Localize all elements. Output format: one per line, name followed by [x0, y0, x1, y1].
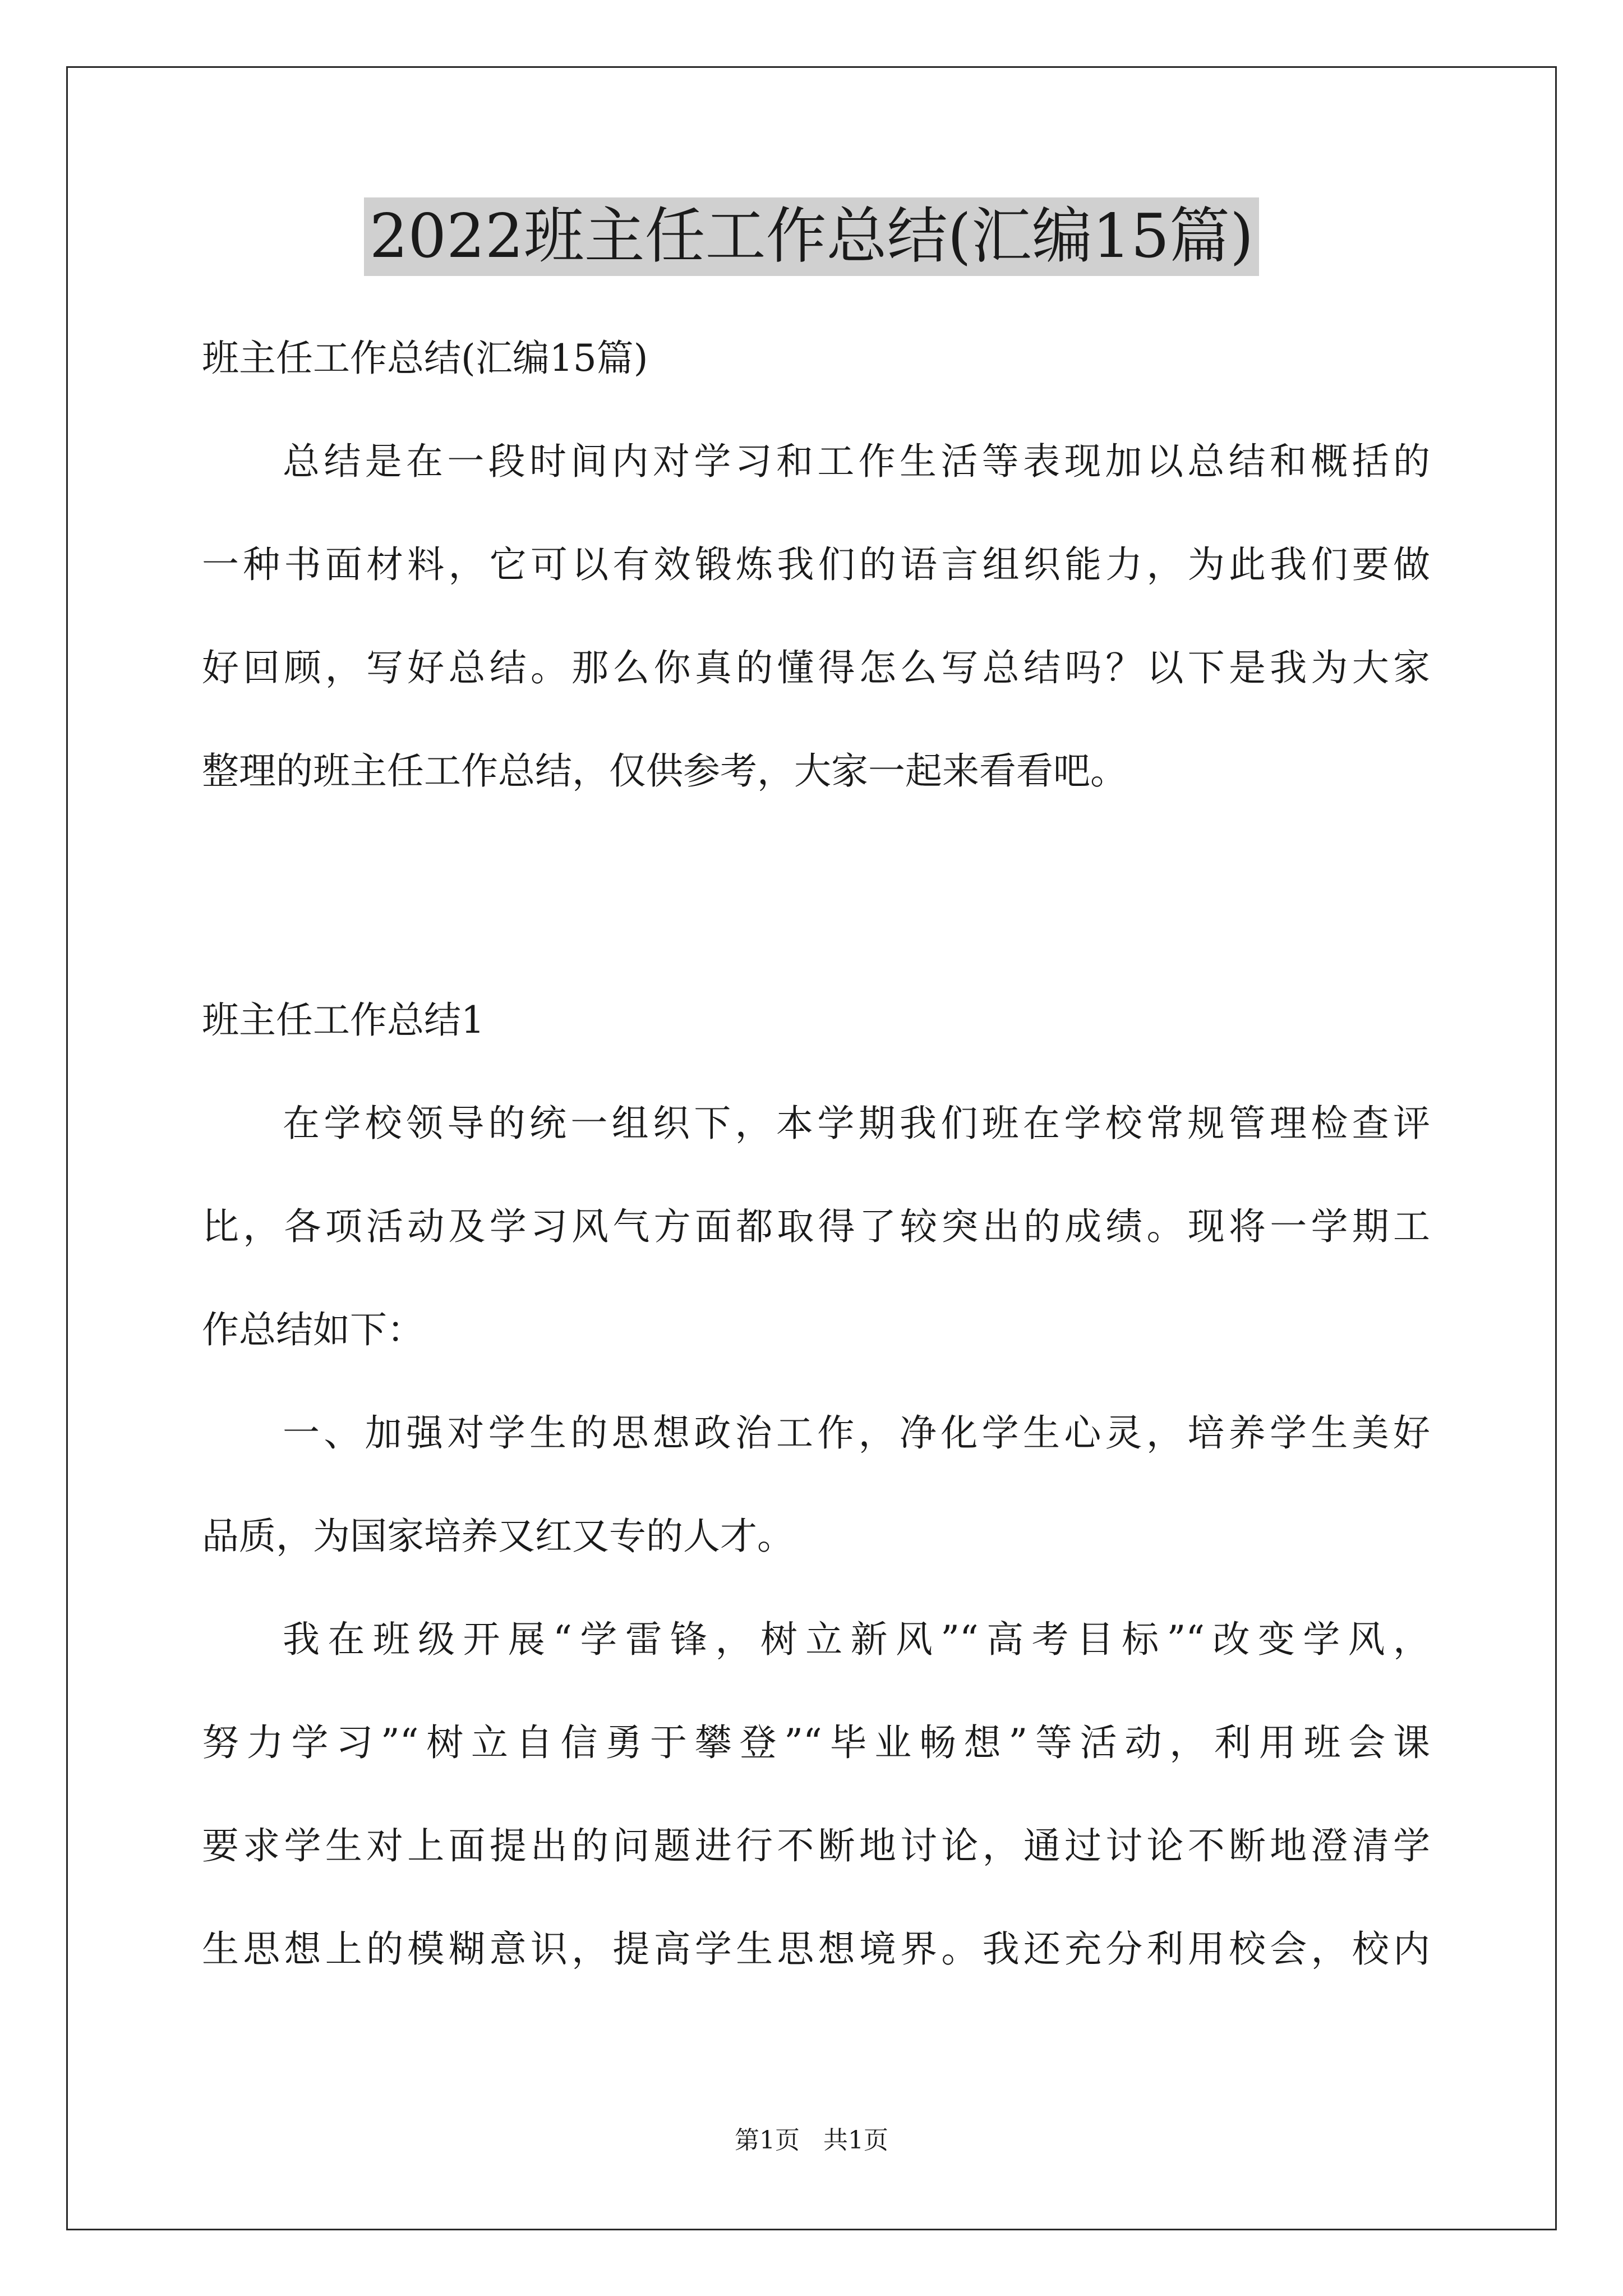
page-footer: 第1页 共1页: [735, 2126, 888, 2155]
subtitle-line: 班主任工作总结(汇编15篇): [202, 337, 648, 380]
paragraph-line: 品质，为国家培养又红又专的人才。: [202, 1515, 794, 1558]
document-title: 2022班主任工作总结(汇编15篇): [364, 197, 1260, 276]
title-container: [0, 197, 1623, 276]
paragraph-line: 要求学生对上面提出的问题进行不断地讨论，通过讨论不断地澄清学: [202, 1824, 1430, 1867]
paragraph-line: 比，各项活动及学习风气方面都取得了较突出的成绩。现将一学期工: [202, 1205, 1430, 1248]
paragraph-line: 好回顾，写好总结。那么你真的懂得怎么写总结吗？以下是我为大家: [202, 646, 1430, 689]
paragraph-line: 在学校领导的统一组织下，本学期我们班在学校常规管理检查评: [283, 1102, 1430, 1145]
paragraph-line: 一种书面材料，它可以有效锻炼我们的语言组织能力，为此我们要做: [202, 543, 1430, 586]
paragraph-line: 整理的班主任工作总结，仅供参考，大家一起来看看吧。: [202, 749, 1127, 793]
paragraph-line: 生思想上的模糊意识，提高学生思想境界。我还充分利用校会，校内: [202, 1927, 1430, 1971]
section-heading: 班主任工作总结1: [202, 999, 485, 1042]
paragraph-line: 作总结如下：: [202, 1308, 424, 1351]
paragraph-line: 总结是在一段时间内对学习和工作生活等表现加以总结和概括的: [283, 440, 1430, 483]
paragraph-line: 努力学习”“树立自信勇于攀登”“毕业畅想”等活动，利用班会课: [202, 1721, 1430, 1764]
paragraph-line: 我在班级开展“学雷锋，树立新风”“高考目标”“改变学风，: [283, 1618, 1430, 1661]
paragraph-line: 一、加强对学生的思想政治工作，净化学生心灵，培养学生美好: [283, 1411, 1430, 1455]
